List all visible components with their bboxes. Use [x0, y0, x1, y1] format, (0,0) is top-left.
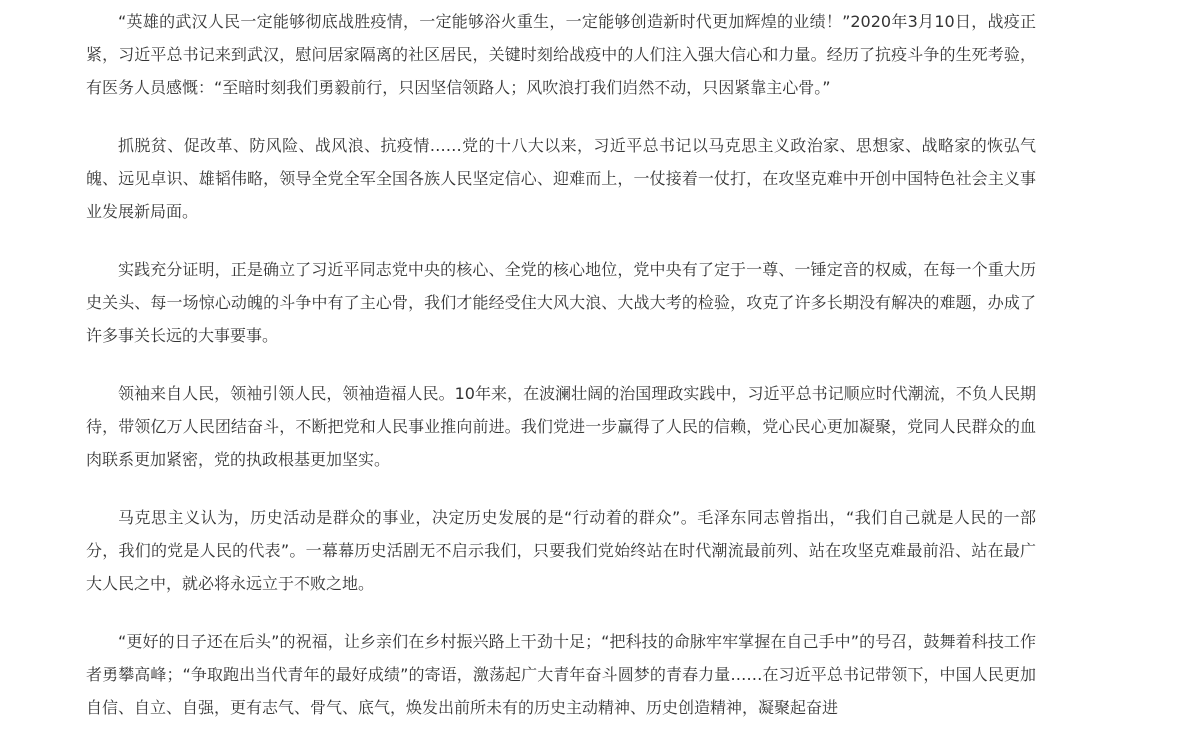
article-paragraph-6: “更好的日子还在后头”的祝福，让乡亲们在乡村振兴路上干劲十足；“把科技的命脉牢牢掌握在自己手中”的号召，鼓舞着科技工作者勇攀高峰；“争取跑出当代青年的最好成绩”的寄语，激荡起广大青年奋斗圆梦的青春力量……在习近平总书记带领下，中国人民更加自信、自立、自强，更有志气、骨气、底气，焕发出前所未有的历史主动精神、历史创造精神，凝聚起奋进: [86, 632, 1036, 717]
article-paragraph-3: 实践充分证明，正是确立了习近平同志党中央的核心、全党的核心地位，党中央有了定于一尊、一锤定音的权威，在每一个重大历史关头、每一场惊心动魄的斗争中有了主心骨，我们才能经受住大风大浪、大战大考的检验，攻克了许多长期没有解决的难题，办成了许多事关长远的大事要事。: [86, 260, 1036, 345]
article-paragraph-2: 抓脱贫、促改革、防风险、战风浪、抗疫情……党的十八大以来，习近平总书记以马克思主义政治家、思想家、战略家的恢弘气魄、远见卓识、雄韬伟略，领导全党全军全国各族人民坚定信心、迎难而上，一仗接着一仗打，在攻坚克难中开创中国特色社会主义事业发展新局面。: [86, 136, 1036, 221]
article-paragraph-5: 马克思主义认为，历史活动是群众的事业，决定历史发展的是“行动着的群众”。毛泽东同志曾指出，“我们自己就是人民的一部分，我们的党是人民的代表”。一幕幕历史活剧无不启示我们，只要我们党始终站在时代潮流最前列、站在攻坚克难最前沿、站在最广大人民之中，就必将永远立于不败之地。: [86, 508, 1036, 593]
article-paragraph-4: 领袖来自人民，领袖引领人民，领袖造福人民。10年来，在波澜壮阔的治国理政实践中，习近平总书记顺应时代潮流，不负人民期待，带领亿万人民团结奋斗，不断把党和人民事业推向前进。我们党进一步赢得了人民的信赖，党心民心更加凝聚，党同人民群众的血肉联系更加紧密，党的执政根基更加坚实。: [86, 384, 1036, 469]
article-paragraph-1: “英雄的武汉人民一定能够彻底战胜疫情，一定能够浴火重生，一定能够创造新时代更加辉煌的业绩！”2020年3月10日，战疫正紧，习近平总书记来到武汉，慰问居家隔离的社区居民，关键时刻给战疫中的人们注入强大信心和力量。经历了抗疫斗争的生死考验，有医务人员感慨：“至暗时刻我们勇毅前行，只因坚信领路人；风吹浪打我们岿然不动，只因紧靠主心骨。”: [86, 12, 1036, 97]
article-body: [86, 5, 1036, 749]
